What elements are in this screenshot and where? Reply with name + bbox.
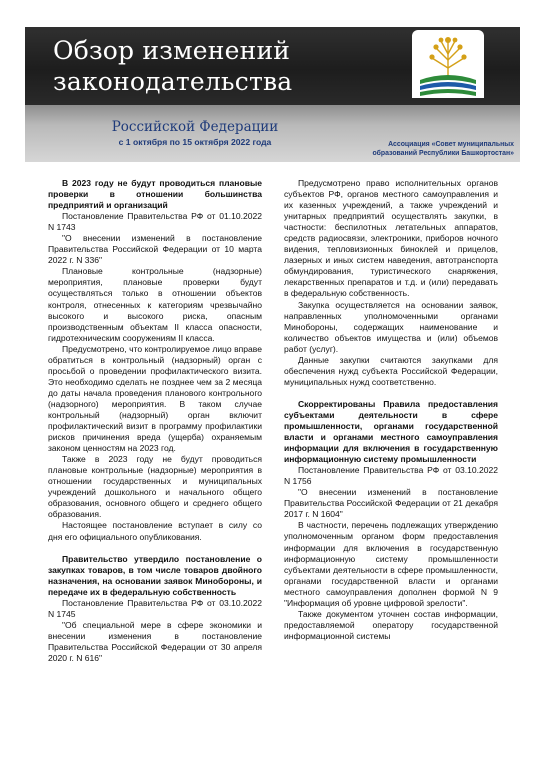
paragraph: Постановление Правительства РФ от 01.10.2022 N 1743 [48, 211, 262, 233]
right-column [284, 178, 498, 642]
title-line-2: законодательства [53, 67, 293, 96]
section-heading: Правительство утвердило постановление о закупках товаров, в том числе товаров двойного назначения, на основании заявок Минобороны, и передаче их в федеральную собственность [48, 553, 262, 597]
left-column [48, 178, 262, 664]
paragraph: "Об специальной мере в сфере экономики и внесении изменения в постановление Правительства Российской Федерации от 30 апреля 2020 г. N 616" [48, 619, 262, 663]
title-line-1: Обзор изменений [53, 36, 291, 65]
paragraph: "О внесении изменений в постановление Правительства Российской Федерации от 21 декабря 2017 г. N 1604" [284, 487, 498, 520]
paragraph: В частности, перечень подлежащих утверждению уполномоченным органом форм предоставления информации для включения в государственную информационную систему промышленности субъектами деятельности в сфере промышленности, органами государственной власти и органами местного самоуправления дополнен формой N 9 "Информация об уровне цифровой зрелости". [284, 520, 498, 608]
paragraph: Также в 2023 году не будут проводиться плановые контрольные (надзорные) мероприятия в отношении государственных и муниципальных учреждений дошкольного и начального общего образования, основного общего и среднего общего образования. [48, 454, 262, 520]
paragraph: "О внесении изменений в постановление Правительства Российской Федерации от 10 марта 2022 г. N 336" [48, 233, 262, 266]
association-line-2: образований Республики Башкортостан» [372, 150, 514, 157]
paragraph: Постановление Правительства РФ от 03.10.2022 N 1745 [48, 597, 262, 619]
paragraph: Также документом уточнен состав информации, предоставляемой оператору государственной информационной системы [284, 608, 498, 641]
section-heading: В 2023 году не будут проводиться плановые проверки в отношении большинства предприятий и организаций [48, 178, 262, 211]
page-title [53, 35, 373, 97]
paragraph: Данные закупки считаются закупками для обеспечения нужд субъекта Российской Федерации, муниципальных нужд соответственно. [284, 354, 498, 387]
paragraph: Предусмотрено право исполнительных органов субъектов РФ, органов местного самоуправления и их казенных учреждений, а также учреждений и унитарных предприятий осуществлять закупки, в частности: беспилотных летательных аппаратов, средств радиосвязи, электроники, приборов ночного видения, тепловизионных биноклей и прицелов, лазерных и иных систем наведения, автотранспорта обмундирования, туристического снаряжения, лекарственных препаратов и т.д. и (или) передавать в федеральную собственность. [284, 178, 498, 299]
paragraph: Предусмотрено, что контролируемое лицо вправе обратиться в контрольный (надзорный) орган с просьбой о проведении профилактического визита. Это необходимо сделать не позднее чем за 2 месяца до даты начала проведения планового контрольного (надзорного) мероприятия. В таком случае контрольный (надзорный) орган включит профилактический визит в программу профилактики рисков причинения вреда (ущерба) охраняемым законом ценностям на 2023 год. [48, 343, 262, 454]
kurai-flower-logo-icon [412, 30, 484, 98]
paragraph: Настоящее постановление вступает в силу со дня его официального опубликования. [48, 520, 262, 542]
paragraph: Закупка осуществляется на основании заявок, направленных уполномоченными органами Минобороны, содержащих наименование и количество объектов имущества и (или) объемов работ (услуг). [284, 299, 498, 354]
association-label [324, 140, 514, 158]
association-line-1: Ассоциация «Совет муниципальных [388, 141, 514, 148]
header-subtitle-band [25, 105, 520, 162]
section-heading: Скорректированы Правила предоставления субъектами деятельности в сфере промышленности, органами государственной власти и органами местного самоуправления информации для включения в государственную информационную систему промышленности [284, 398, 498, 465]
paragraph: Плановые контрольные (надзорные) мероприятия, плановые проверки будут осуществляться только в отношении объектов контроля, отнесенных к категориям чрезвычайно высокого и высокого риска, опасным производственным объектам II класса опасности, гидротехническим сооружениям II класса. [48, 266, 262, 343]
header-subtitle [95, 119, 295, 148]
period-label: с 1 октября по 15 октября 2022 года [118, 137, 272, 147]
paragraph: Постановление Правительства РФ от 03.10.2022 N 1756 [284, 465, 498, 487]
country-label: Российской Федерации [111, 119, 279, 135]
